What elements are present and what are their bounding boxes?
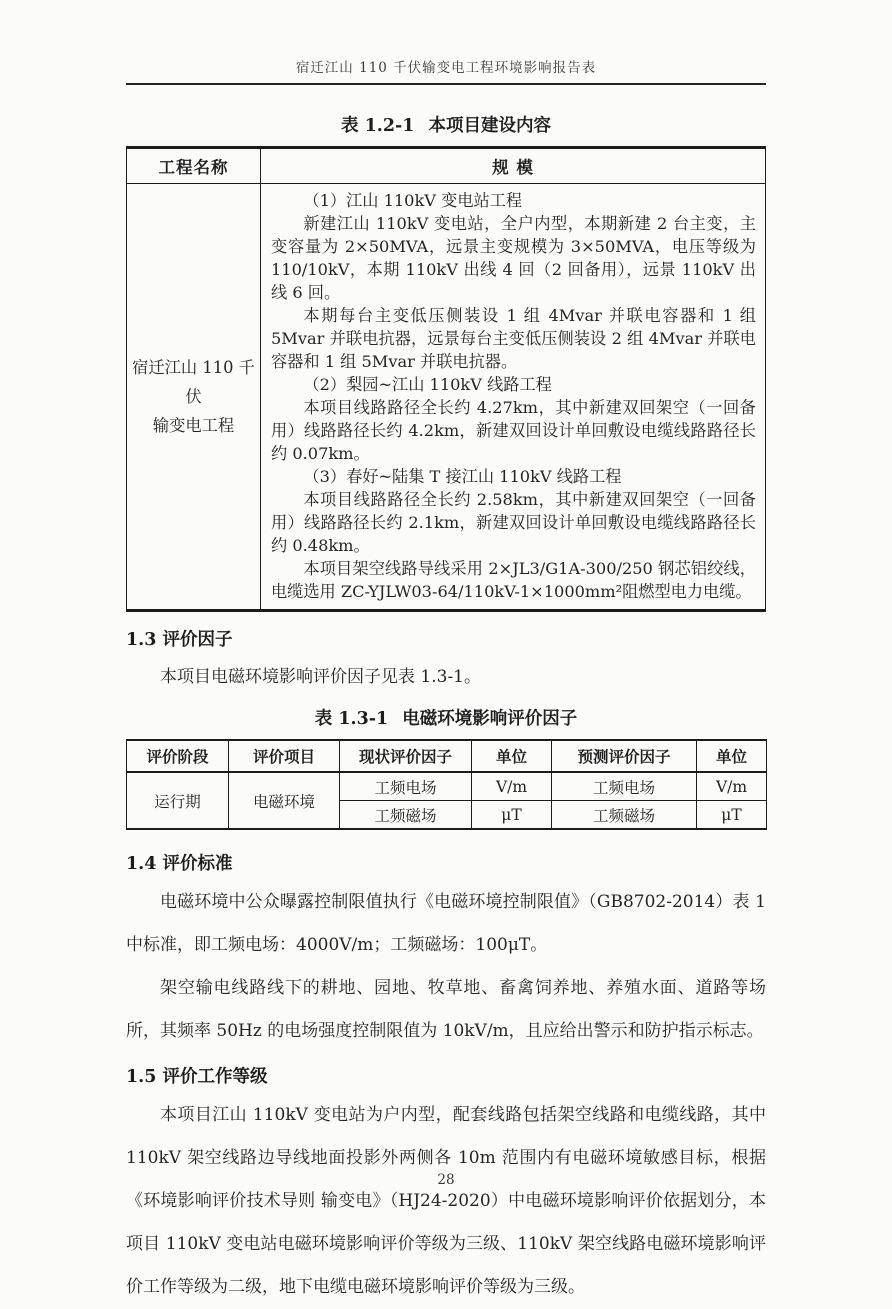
current-factor-cell: 工频磁场 bbox=[340, 801, 472, 830]
section-1-5-heading: 1.5 评价工作等级 bbox=[126, 1067, 268, 1087]
project-name-line2: 输变电工程 bbox=[152, 416, 235, 435]
running-header: 宿迁江山 110 千伏输变电工程环境影响报告表 bbox=[126, 56, 766, 85]
table-row bbox=[127, 772, 767, 801]
table-row bbox=[127, 184, 766, 611]
col-header-unit-1: 单位 bbox=[472, 740, 552, 772]
scale-paragraph: （2）梨园~江山 110kV 线路工程 bbox=[303, 375, 552, 394]
table-1-3-1-title bbox=[126, 705, 766, 730]
section-1-5-paragraph: 本项目江山 110kV 变电站为户内型，配套线路包括架空线路和电缆线路，其中 110kV 架空线路边导线地面投影外两侧各 10m 范围内有电磁环境敏感目标，根据《环境影响评价技术导则 输变电》（HJ24-2020）中电磁环境影响评价依据划分，本项目 110kV 变电站电磁环境影响评价等级为三级、110kV 架空线路电磁环境影响评价工作等级为二级，地下电缆电磁环境影响评价等级为三级。 bbox=[126, 1105, 766, 1297]
scale-paragraph: （3）春好~陆集 T 接江山 110kV 线路工程 bbox=[303, 467, 622, 486]
col-header-item: 评价项目 bbox=[229, 740, 340, 772]
scale-paragraph: 本期每台主变低压侧装设 1 组 4Mvar 并联电容器和 1 组 5Mvar 并联电抗器，远景每台主变低压侧装设 2 组 4Mvar 并联电容器和 1 组 5Mvar 并联电抗器。 bbox=[271, 306, 756, 371]
unit-cell: μT bbox=[472, 801, 552, 830]
table-1-3-1-title-text: 电磁环境影响评价因子 bbox=[402, 709, 578, 729]
col-header-scale: 规 模 bbox=[261, 148, 766, 184]
table-1-2-1-title bbox=[126, 112, 766, 137]
scale-paragraph: （1）江山 110kV 变电站工程 bbox=[303, 191, 523, 210]
project-scale-cell bbox=[261, 184, 766, 611]
table-1-2-1-title-text: 本项目建设内容 bbox=[428, 116, 551, 136]
scale-paragraph: 新建江山 110kV 变电站，全户内型，本期新建 2 台主变，主变容量为 2×50MVA，远景主变规模为 3×50MVA，电压等级为 110/10kV，本期 110kV 出线 4 回（2 回备用），远景 110kV 出线 6 回。 bbox=[271, 214, 756, 302]
table-1-3-1 bbox=[126, 739, 767, 830]
predicted-factor-cell: 工频电场 bbox=[552, 772, 697, 801]
section-1-4-paragraph-1: 电磁环境中公众曝露控制限值执行《电磁环境控制限值》（GB8702-2014）表 1 中标准，即工频电场：4000V/m；工频磁场：100μT。 bbox=[126, 892, 766, 955]
unit-cell: V/m bbox=[472, 772, 552, 801]
col-header-predicted-factor: 预测评价因子 bbox=[552, 740, 697, 772]
section-1-4-paragraph-2: 架空输电线路线下的耕地、园地、牧草地、畜禽饲养地、养殖水面、道路等场所，其频率 50Hz 的电场强度控制限值为 10kV/m，且应给出警示和防护指示标志。 bbox=[126, 978, 766, 1041]
col-header-unit-2: 单位 bbox=[697, 740, 767, 772]
table-row bbox=[127, 148, 766, 184]
section-1-3-heading: 1.3 评价因子 bbox=[126, 630, 233, 650]
table-1-3-1-title-label: 表 1.3-1 bbox=[314, 709, 389, 729]
scale-paragraph: 本项目线路路径全长约 4.27km，其中新建双回架空（一回备用）线路路径长约 4.2km，新建双回设计单回敷设电缆线路路径长约 0.07km。 bbox=[271, 398, 756, 463]
unit-cell: μT bbox=[697, 801, 767, 830]
scale-paragraph: 本项目架空线路导线采用 2×JL3/G1A-300/250 钢芯铝绞线，电缆选用 ZC-YJLW03-64/110kV-1×1000mm²阻燃型电力电缆。 bbox=[271, 559, 756, 601]
scale-paragraph: 本项目线路路径全长约 2.58km，其中新建双回架空（一回备用）线路路径长约 2.1km，新建双回设计单回敷设电缆线路路径长约 0.48km。 bbox=[271, 490, 756, 555]
project-name-cell bbox=[127, 184, 261, 611]
section-1-4-heading: 1.4 评价标准 bbox=[126, 854, 233, 874]
table-1-2-1-title-label: 表 1.2-1 bbox=[341, 116, 415, 136]
page-number: 28 bbox=[437, 1172, 455, 1188]
section-1-3-paragraph: 本项目电磁环境影响评价因子见表 1.3-1。 bbox=[160, 667, 481, 687]
table-1-2-1 bbox=[126, 146, 766, 612]
item-cell: 电磁环境 bbox=[229, 772, 340, 829]
predicted-factor-cell: 工频磁场 bbox=[552, 801, 697, 830]
col-header-project-name: 工程名称 bbox=[127, 148, 261, 184]
col-header-current-factor: 现状评价因子 bbox=[340, 740, 472, 772]
stage-cell: 运行期 bbox=[127, 772, 229, 829]
current-factor-cell: 工频电场 bbox=[340, 772, 472, 801]
document-page bbox=[126, 0, 766, 1309]
col-header-stage: 评价阶段 bbox=[127, 740, 229, 772]
project-name-line1: 宿迁江山 110 千伏 bbox=[132, 358, 255, 406]
table-row bbox=[127, 740, 767, 772]
unit-cell: V/m bbox=[697, 772, 767, 801]
